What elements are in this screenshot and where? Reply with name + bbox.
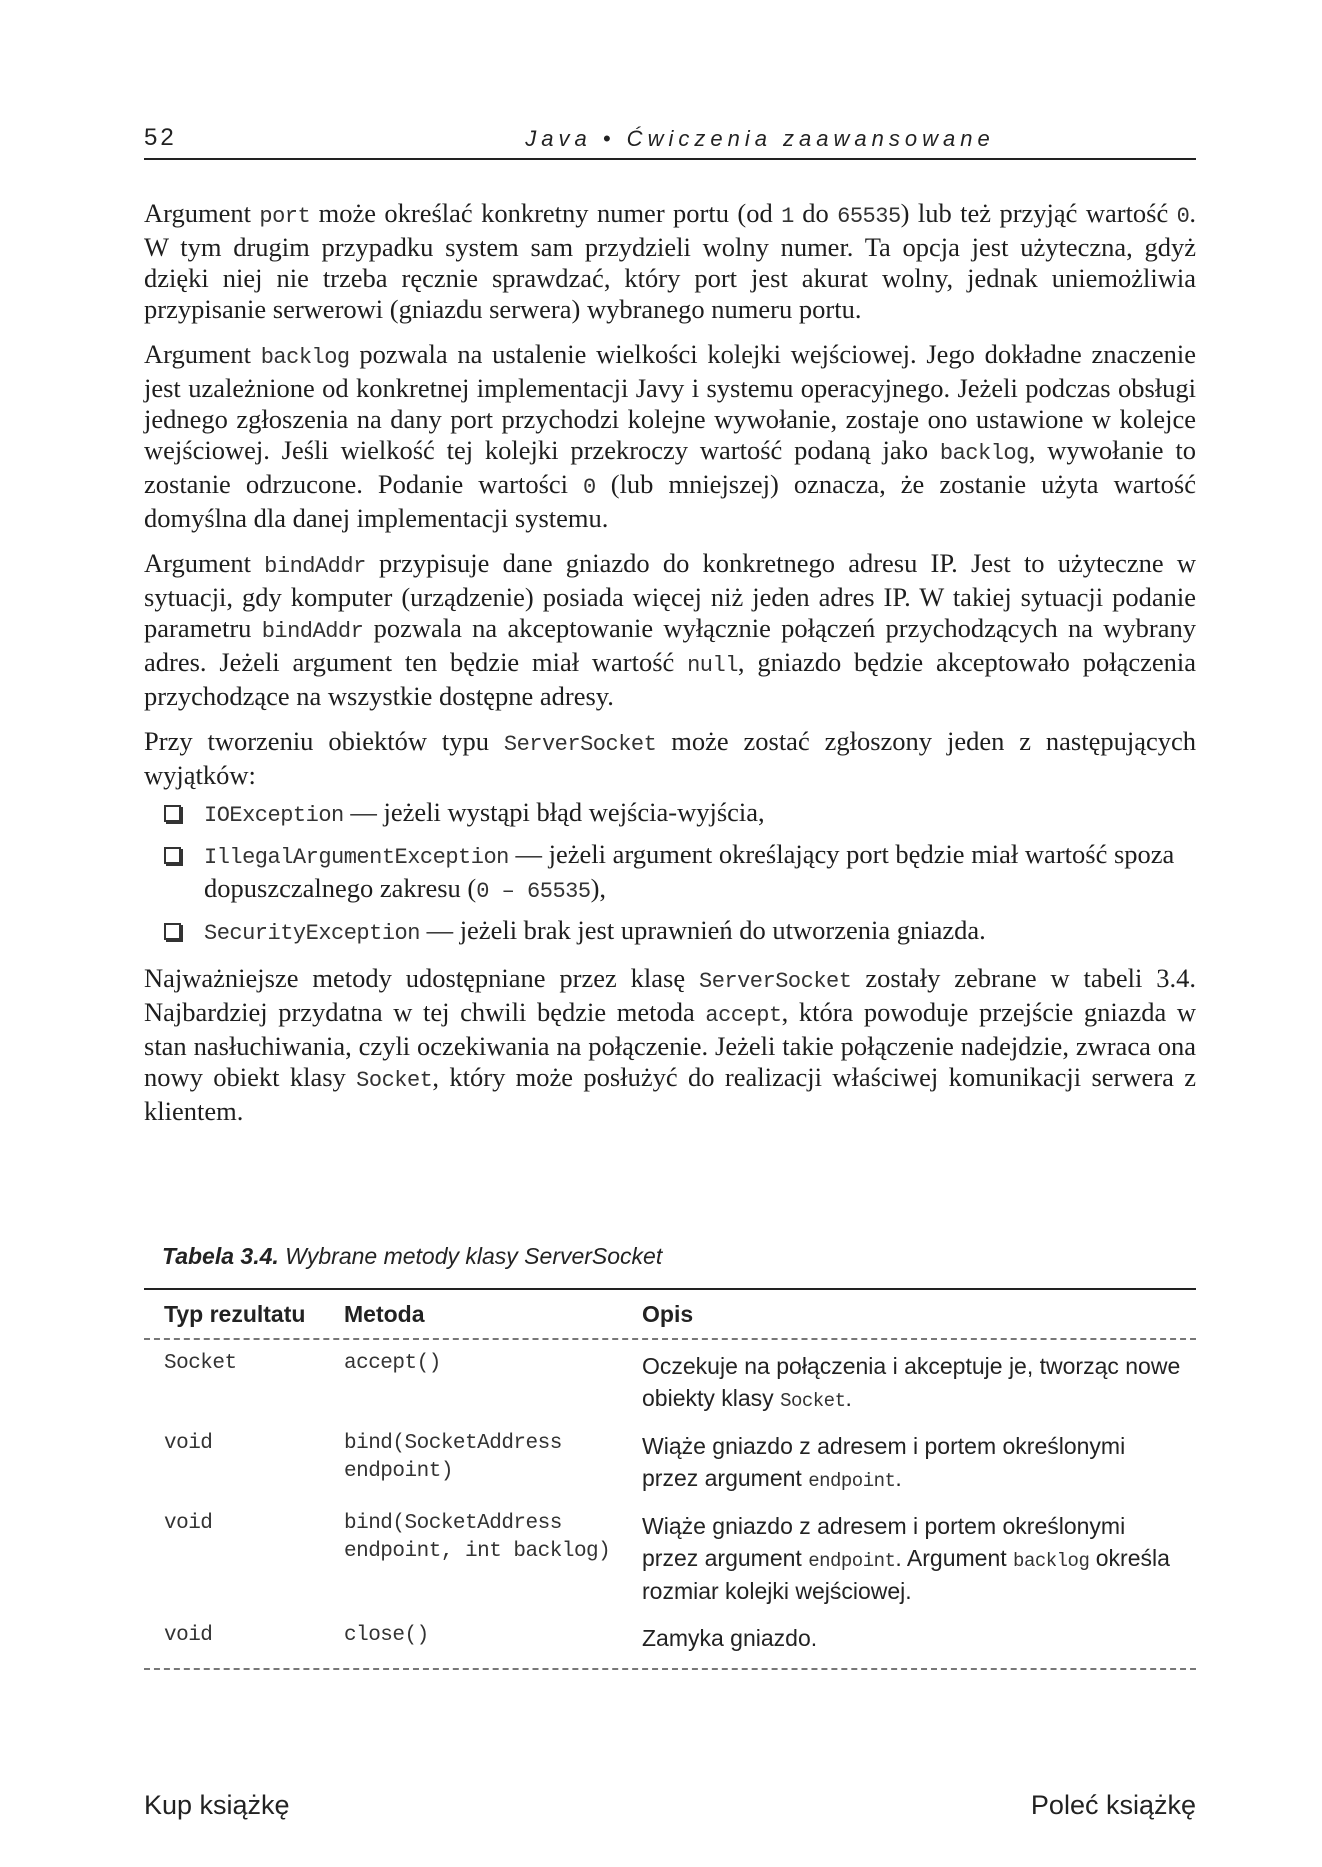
code-inline: port bbox=[259, 204, 311, 229]
code-inline: 0 bbox=[583, 475, 596, 500]
recommend-book-link[interactable]: Poleć książkę bbox=[1030, 1790, 1196, 1820]
checkbox-bullet-icon bbox=[164, 805, 181, 822]
cell-description: Wiąże gniazdo z adresem i portem określonymi przez argument endpoint. bbox=[642, 1433, 1126, 1492]
running-title: Java • Ćwiczenia zaawansowane bbox=[525, 126, 995, 151]
paragraph-bindaddr: Argument bindAddr przypisuje dane gniazdo do konkretnego adresu IP. Jest to użyteczne w sytuacji, gdy komputer (urządzenie) posiada więcej niż jeden adres IP. W takiej sytuacji podanie parametru bindAddr pozwala na akceptowanie wyłącznie połączeń przychodzących na wybrany adres. Jeżeli argument ten będzie miał wartość null, gniazdo będzie akceptowało połączenia przychodzące na wszystkie dostępne adresy. bbox=[144, 548, 1196, 711]
code-inline: IOException bbox=[204, 803, 344, 828]
cell-method: close() bbox=[344, 1624, 429, 1647]
code-inline: IllegalArgumentException bbox=[204, 845, 509, 870]
cell-type: void bbox=[164, 1432, 213, 1455]
code-inline: backlog bbox=[939, 441, 1029, 466]
table-caption: Tabela 3.4. Wybrane metody klasy ServerSocket bbox=[162, 1243, 663, 1269]
code-inline: accept bbox=[705, 1003, 782, 1028]
checkbox-bullet-icon bbox=[164, 847, 181, 864]
paragraph-methods: Najważniejsze metody udostępniane przez klasę ServerSocket zostały zebrane w tabeli 3.4. Najbardziej przydatna w tej chwili będzie metoda accept, która powoduje przejście gniazda w stan nasłuchiwania, czyli oczekiwania na połączenie. Jeżeli takie połączenie nadejdzie, zwraca ona nowy obiekt klasy Socket, który może posłużyć do realizacji właściwej komunikacji serwera z klientem. bbox=[144, 963, 1196, 1126]
cell-description: Zamyka gniazdo. bbox=[642, 1625, 818, 1651]
cell-method: accept() bbox=[344, 1352, 441, 1375]
code-inline: ServerSocket bbox=[699, 969, 852, 994]
table-row bbox=[144, 1350, 1196, 1430]
header-result-type: Typ rezultatu bbox=[164, 1300, 306, 1327]
cell-method: bind(SocketAddress endpoint, int backlog) bbox=[344, 1512, 611, 1563]
page-number: 52 bbox=[144, 124, 177, 151]
paragraph-port: Argument port może określać konkretny numer portu (od 1 do 65535) lub też przyjąć wartość 0. W tym drugim przypadku system sam przydzieli wolny numer. Ta opcja jest użyteczna, gdyż dzięki niej nie trzeba ręcznie sprawdzać, który port jest akurat wolny, jednak uniemożliwia przypisanie serwerowi (gniazdu serwera) wybranego numeru portu. bbox=[144, 198, 1196, 324]
code-inline: SecurityException bbox=[204, 921, 420, 946]
exception-list bbox=[144, 797, 1196, 949]
table-row bbox=[144, 1622, 1196, 1668]
code-inline: 65535 bbox=[837, 204, 901, 229]
header-method: Metoda bbox=[344, 1300, 425, 1327]
list-item: IllegalArgumentException — jeżeli argument określający port będzie miał wartość spoza dopuszczalnego zakresu (0 – 65535), bbox=[144, 839, 1196, 907]
table-row bbox=[144, 1510, 1196, 1622]
paragraph-backlog: Argument backlog pozwala na ustalenie wielkości kolejki wejściowej. Jego dokładne znaczenie jest uzależnione od konkretnej implementacji Javy i systemu operacyjnego. Jeżeli podczas obsługi jednego zgłoszenia na dany port przychodzi kolejne wywołanie, zostaje ono ustawione w kolejce wejściowej. Jeśli wielkość tej kolejki przekroczy wartość podaną jako backlog, wywołanie to zostanie odrzucone. Podanie wartości 0 (lub mniejszej) oznacza, że zostanie użyta wartość domyślna dla danej implementacji systemu. bbox=[144, 339, 1197, 533]
code-inline: 1 bbox=[781, 204, 794, 229]
header-description: Opis bbox=[642, 1300, 694, 1327]
code-inline: null bbox=[687, 653, 738, 678]
table-header bbox=[144, 1290, 1196, 1340]
checkbox-bullet-icon bbox=[164, 923, 181, 940]
main-content bbox=[144, 198, 1196, 1141]
paragraph-exceptions-intro: Przy tworzeniu obiektów typu ServerSocket może zostać zgłoszony jeden z następujących wyjątków: bbox=[144, 726, 1196, 790]
cell-type: void bbox=[164, 1624, 213, 1647]
cell-description: Oczekuje na połączenia i akceptuje je, tworząc nowe obiekty klasy Socket. bbox=[642, 1353, 1181, 1412]
cell-method: bind(SocketAddress endpoint) bbox=[344, 1432, 562, 1483]
code-inline: 0 – 65535 bbox=[476, 879, 591, 904]
code-inline: Socket bbox=[356, 1068, 433, 1093]
page-header bbox=[144, 124, 1196, 160]
list-item: SecurityException — jeżeli brak jest uprawnień do utworzenia gniazda. bbox=[144, 915, 1196, 949]
cell-type: void bbox=[164, 1512, 213, 1535]
code-inline: bindAddr bbox=[261, 619, 364, 644]
code-inline: backlog bbox=[260, 345, 350, 370]
code-inline: ServerSocket bbox=[503, 732, 657, 757]
code-inline: 0 bbox=[1176, 204, 1190, 229]
list-item: IOException — jeżeli wystąpi błąd wejścia-wyjścia, bbox=[144, 797, 1196, 831]
methods-table bbox=[144, 1288, 1196, 1670]
buy-book-link[interactable]: Kup książkę bbox=[144, 1790, 290, 1820]
table-row bbox=[144, 1430, 1196, 1510]
code-inline: bindAddr bbox=[264, 554, 366, 579]
cell-description: Wiąże gniazdo z adresem i portem określonymi przez argument endpoint. Argument backlog określa rozmiar kolejki wejściowej. bbox=[642, 1513, 1170, 1604]
cell-type: Socket bbox=[164, 1352, 237, 1375]
